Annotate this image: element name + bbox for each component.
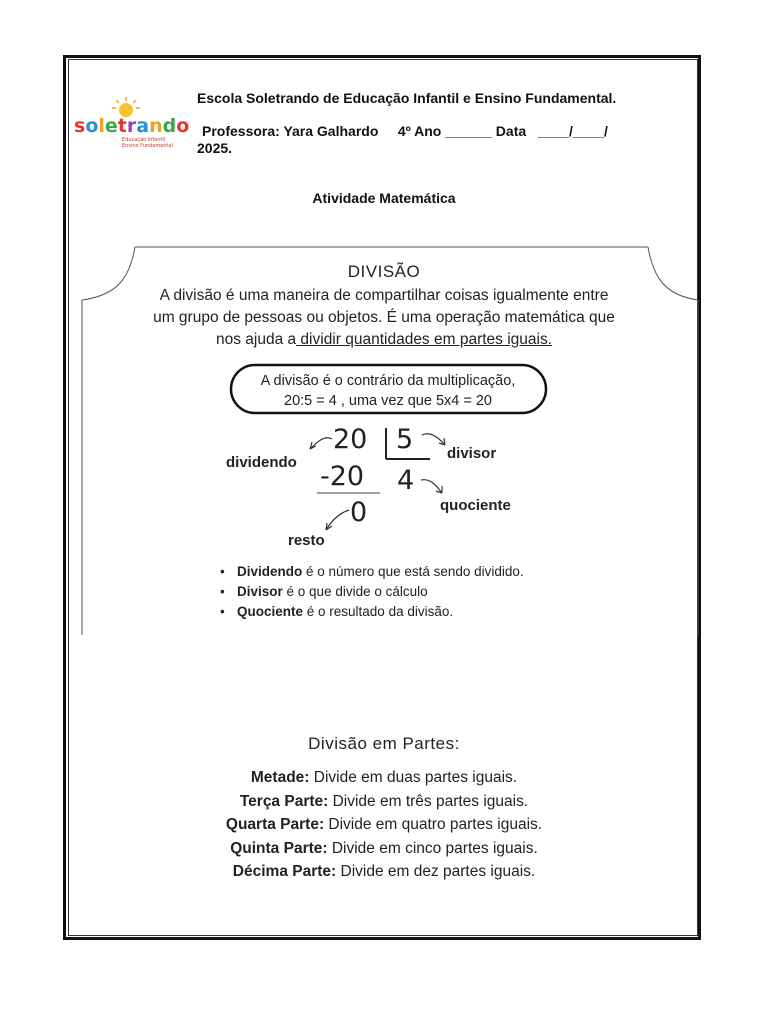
definition-text: é o resultado da divisão. [303,604,454,619]
part-term: Quarta Parte: [225,816,325,833]
part-term: Metade: [250,769,310,786]
logo-subtitle-2: Ensino Fundamental [122,143,173,149]
intro-line-2: um grupo de pessoas ou objetos. É uma operação matemática que [153,309,615,326]
subtracted-value: -20 [320,461,365,492]
list-item [0,837,768,861]
parts-list [0,766,768,884]
activity-title: Atividade Matemática [312,190,456,206]
label-divisor: divisor [447,445,497,462]
definition-term: Divisor [237,584,283,599]
part-term: Décima Parte: [232,863,337,880]
definition-text: é o número que está sendo dividido. [302,564,524,579]
intro-line-1: A divisão é uma maneira de compartilhar coisas igualmente entre [159,287,609,304]
label-dividendo: dividendo [226,454,297,471]
quotient-value: 4 [397,465,415,496]
divisor-value: 5 [396,424,414,455]
intro-line-3-a: nos ajuda a [215,331,297,348]
label-quociente: quociente [440,497,511,514]
part-text: Divide em quatro partes iguais. [324,816,543,833]
definition-term: Dividendo [237,564,303,579]
dividend-value: 20 [333,424,368,455]
list-item [218,582,524,602]
part-text: Divide em cinco partes iguais. [327,839,538,857]
logo-wordmark: soletrando [74,115,190,137]
list-item [0,790,768,814]
part-text: Divide em três partes iguais. [328,792,529,810]
intro-line-3 [0,329,768,351]
intro-line-3-b: dividir quantidades em partes iguais. [296,331,553,348]
list-item [0,813,768,837]
logo-subtitle-1: Educação Infantil [122,137,166,143]
list-item [0,766,768,790]
teacher-line: Professora: Yara Galhardo 4º Ano ______ Data ____/____/ [202,123,608,139]
part-term: Quinta Parte: [230,839,328,857]
list-item [218,562,524,582]
school-logo [72,96,190,150]
division-title: DIVISÃO [347,262,421,281]
example-box-line-2: 20:5 = 4 , uma vez que 5x4 = 20 [284,393,492,409]
parts-title: Divisão em Partes: [308,734,460,753]
sun-icon [112,97,140,117]
part-term: Terça Parte: [239,792,329,810]
part-text: Divide em dez partes iguais. [336,863,536,880]
definitions-list [218,562,524,622]
part-text: Divide em duas partes iguais. [309,769,518,786]
year-line: 2025. [197,140,233,156]
list-item [0,860,768,884]
label-resto: resto [288,532,325,549]
definition-term: Quociente [237,604,304,619]
example-box-line-1: A divisão é o contrário da multiplicação, [260,373,516,389]
list-item [218,602,524,622]
school-name: Escola Soletrando de Educação Infantil e Ensino Fundamental. [197,90,617,106]
remainder-value: 0 [350,497,368,528]
definition-text: é o que divide o cálculo [282,584,428,599]
